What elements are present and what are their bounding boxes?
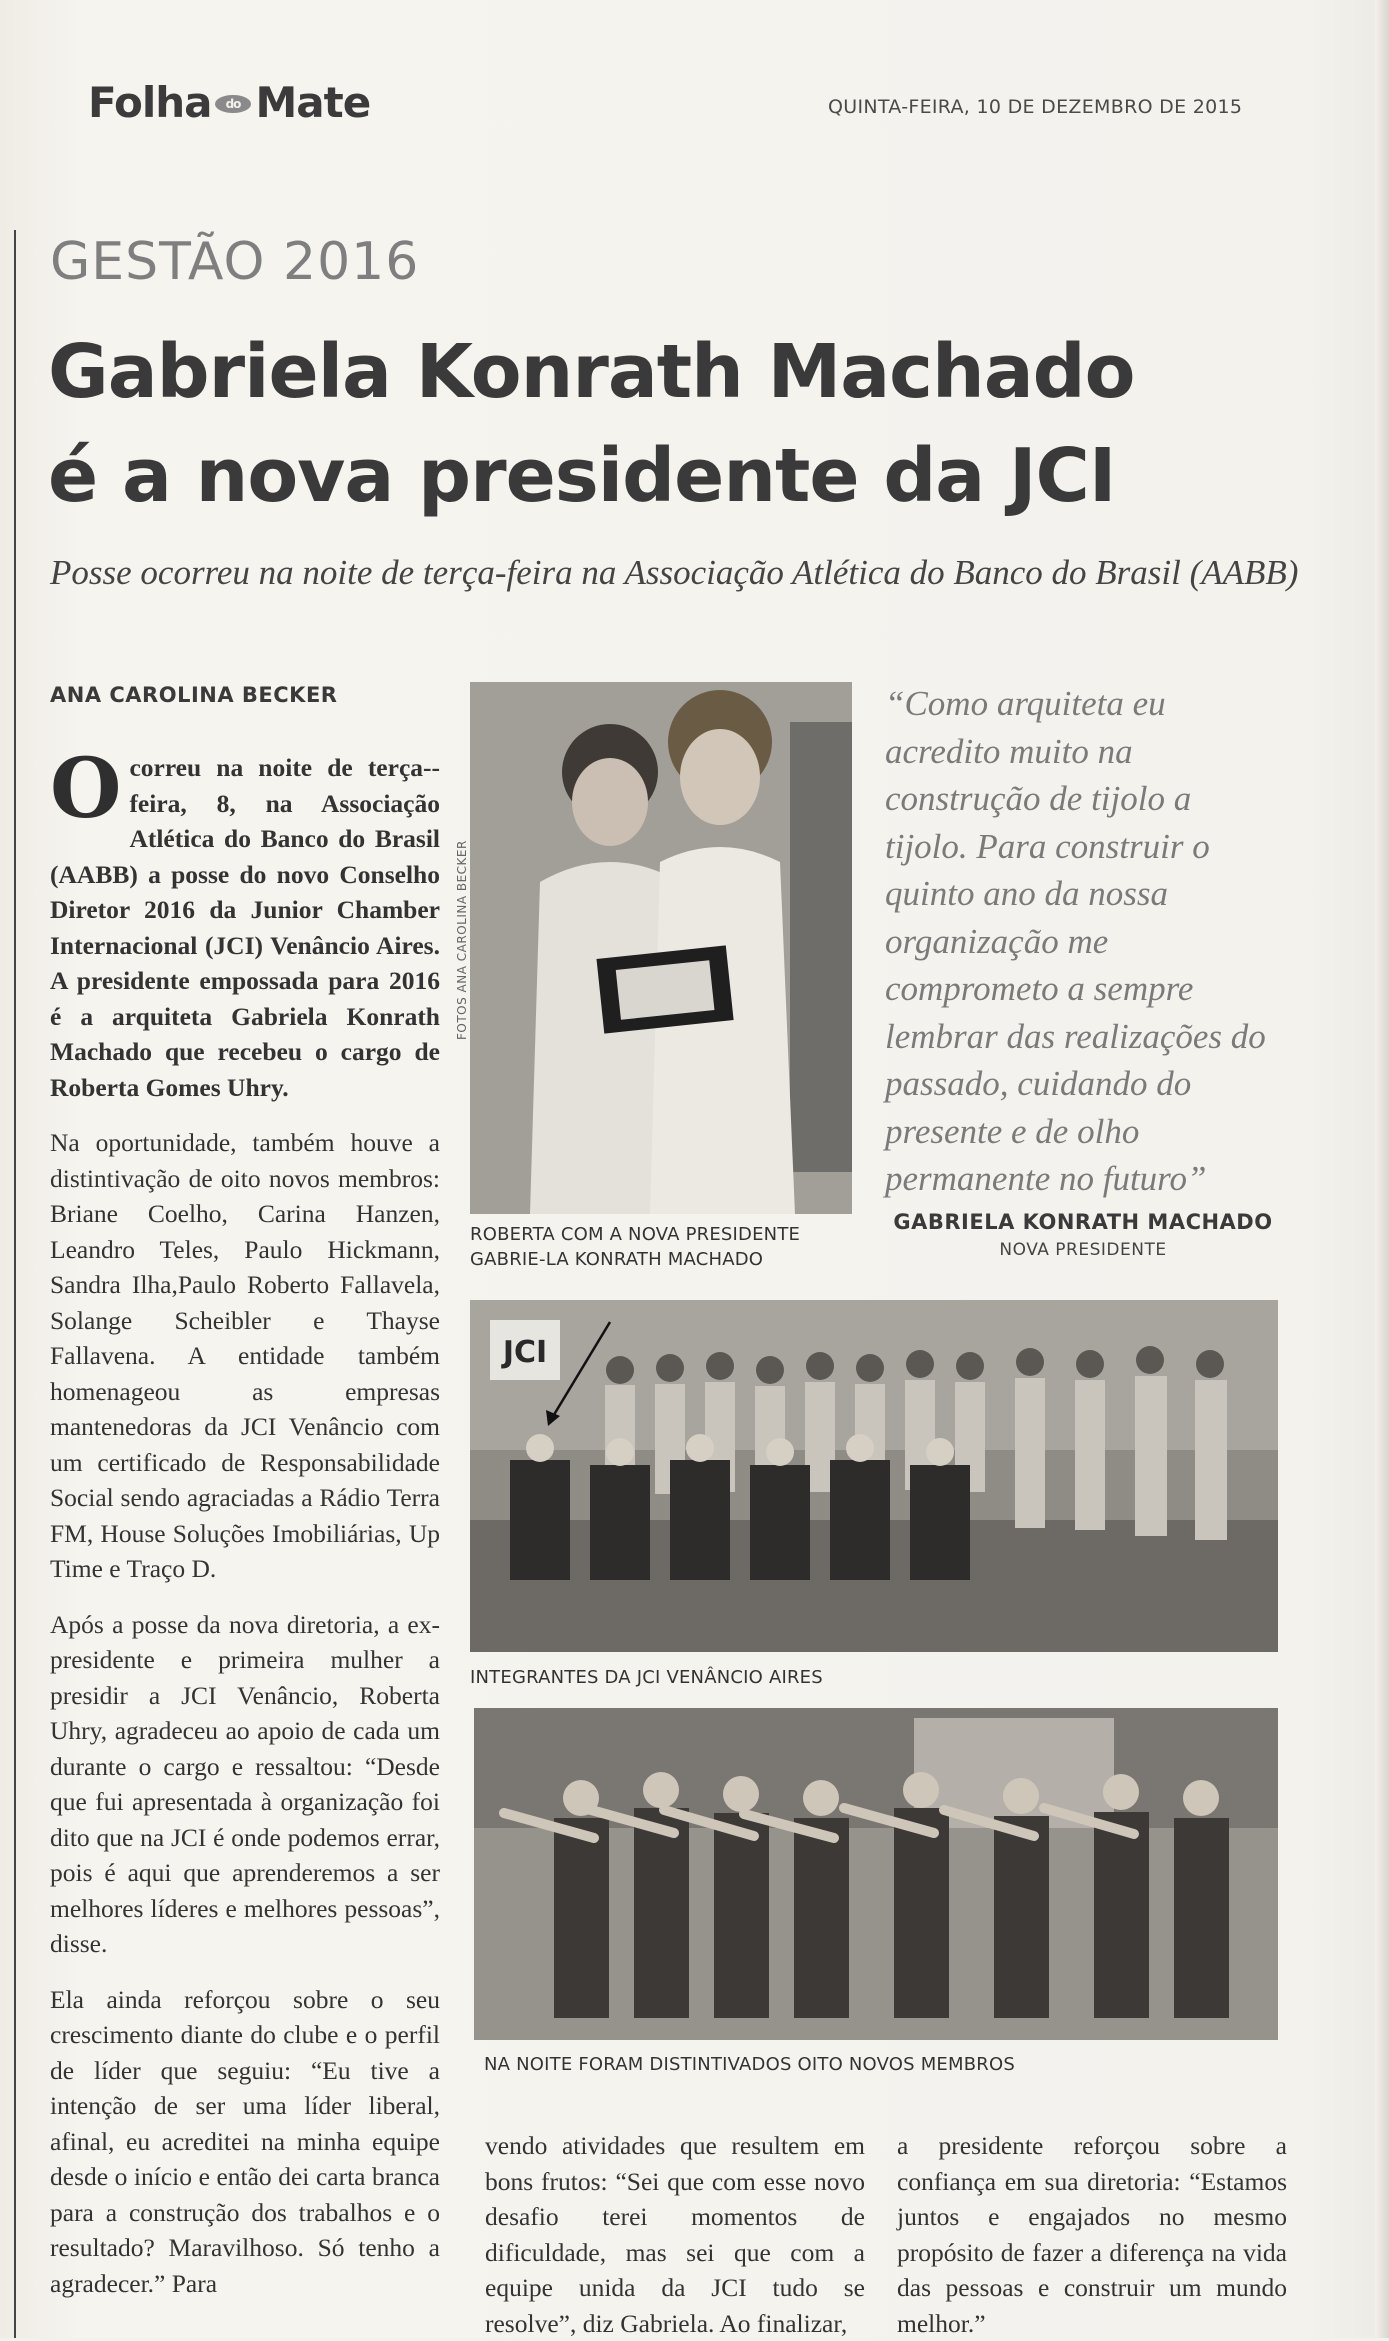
photo-group [470,1300,1278,1652]
pull-quote: “Como arquiteta eu acredito muito na construção de tijolo a tijolo. Para construir o quinto ano da nossa organização me comprometo a sempre lembrar das realizações do passado, cuidando do presente e de olho permanente no futuro” [885,684,1266,1198]
issue-date: QUINTA-FEIRA, 10 DE DEZEMBRO DE 2015 [828,96,1243,118]
masthead-logo [88,78,370,127]
photo-caption-3: NA NOITE FORAM DISTINTIVADOS OITO NOVOS MEMBROS [484,2054,1015,2075]
masthead-name-part1: Folha [88,78,212,127]
photo-credit: FOTOS ANA CAROLINA BECKER [455,840,469,1040]
column-2-text: vendo atividades que resultem em bons frutos: “Sei que com esse novo desafio terei momentos de dificuldade, mas sei que com a equipe unida da JCI tudo se resolve”, diz Gabriela. Ao finalizar, [485,2131,865,2338]
photo-presidents [470,682,852,1214]
photo-caption-1: ROBERTA COM A NOVA PRESIDENTE GABRIE-LA KONRATH MACHADO [470,1224,801,1270]
jci-banner-text: JCI [502,1335,548,1370]
leaf-logo-text: do [226,97,241,111]
photo-new-members [474,1708,1278,2040]
photo-caption-2: INTEGRANTES DA JCI VENÂNCIO AIRES [470,1667,823,1688]
photo-new-members-image [474,1708,1278,2040]
photo-presidents-image [470,682,852,1214]
section-kicker: GESTÃO 2016 [50,232,420,292]
body-column-1 [50,741,440,2321]
body-column-2-bottom [485,2128,865,2341]
paragraph-2: Na oportunidade, também houve a distintivação de oito novos membros: Briane Coelho, Carina Hanzen, Leandro Teles, Paulo Hickmann, Sandra Ilha,Paulo Roberto Fallavela, Solange Scheibler e Thayse Fallavena. A entidade também homenageou as empresas mantenedoras da JCI Venâncio com um certificado de Responsabilidade Social sendo agraciadas a Rádio Terra FM, House Soluções Imobiliárias, Up Time e Traço D. [50,1128,440,1583]
paragraph-4: Ela ainda reforçou sobre o seu crescimento diante do clube e o perfil de líder que seguiu: “Eu tive a intenção de ser uma líder liberal, afinal, eu acreditei na minha equipe desde o início e então dei carta branca para a construção dos trabalhos e o resultado? Maravilhoso. Só tenho a agradecer.” Para [50,1984,440,2298]
column-3-text: a presidente reforçou sobre a confiança em sua diretoria: “Estamos juntos e engajados no mesmo propósito de fazer a diferença na vida das pessoas e construir um mundo melhor.” [897,2131,1287,2338]
headline [48,320,1338,528]
headline-line-1: Gabriela Konrath Machado [48,329,1135,415]
masthead-name-part2: Mate [255,78,371,127]
column-rule [14,230,16,2338]
photo-group-image [470,1300,1278,1652]
page-edge [1375,0,1389,2338]
quote-author-role: NOVA PRESIDENTE [999,1240,1167,1260]
headline-line-2: é a nova presidente da JCI [48,433,1116,519]
drop-cap: O [50,741,122,837]
lead-text: correu na noite de terça--feira, 8, na Associação Atlética do Banco do Brasil (AABB) a posse do novo Conselho Diretor 2016 da Junior Chamber Internacional (JCI) Venâncio Aires. A presidente empossada para 2016 é a arquiteta Gabriela Konrath Machado que recebeu o cargo de Roberta Gomes Uhry. [50,753,440,1102]
lead-paragraph [50,741,440,1105]
leaf-logo-icon [213,93,253,115]
quote-author: GABRIELA KONRATH MACHADO [893,1210,1273,1234]
subheadline: Posse ocorreu na noite de terça-feira na Associação Atlética do Banco do Brasil (AABB) [50,553,1299,592]
paragraph-3: Após a posse da nova diretoria, a ex-presidente e primeira mulher a presidir a JCI Venâncio, Roberta Uhry, agradeceu ao apoio de cada um durante o cargo e ressaltou: “Desde que fui apresentada à organização foi dito que na JCI é onde podemos errar, pois é aqui que aprenderemos a ser melhores líderes e melhores pessoas”, disse. [50,1609,440,1958]
body-column-3-bottom [897,2128,1287,2341]
byline: ANA CAROLINA BECKER [50,683,338,707]
